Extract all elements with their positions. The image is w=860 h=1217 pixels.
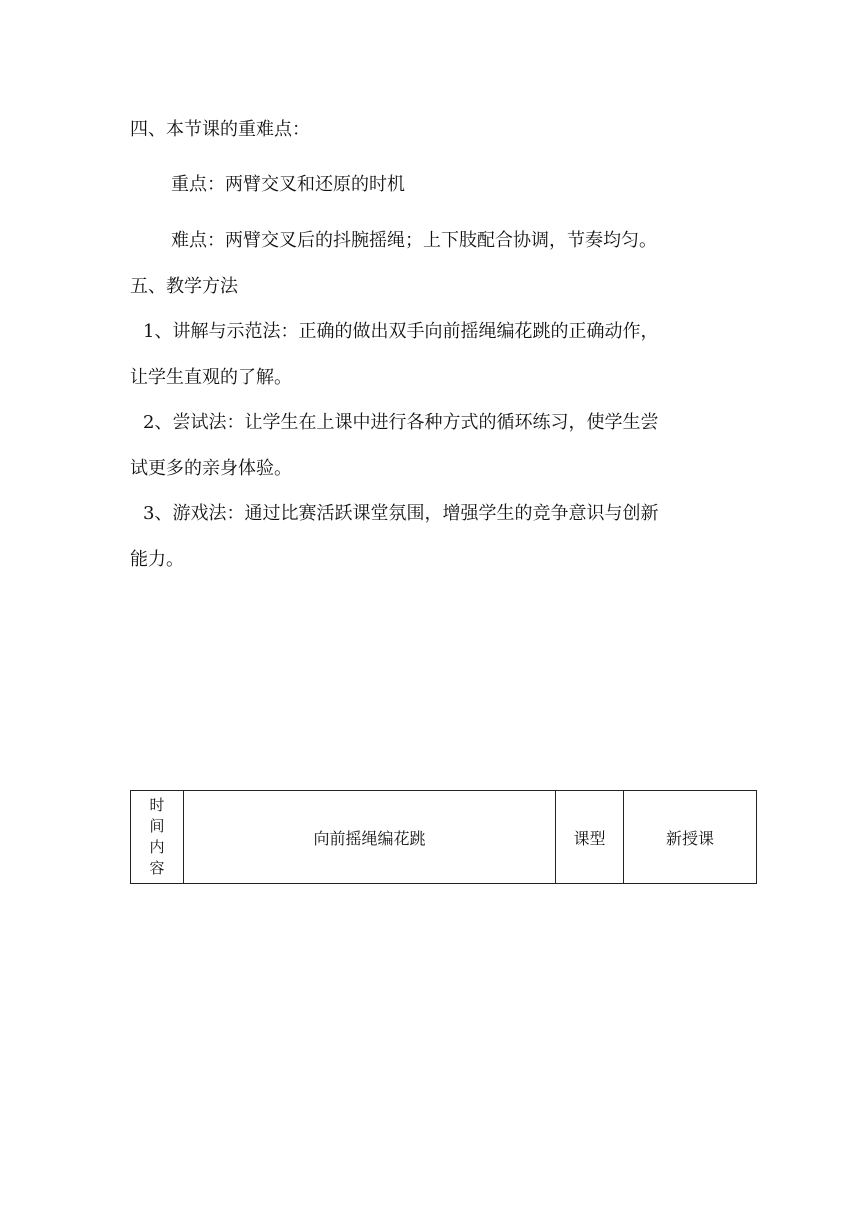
time-content-label-cell [131, 791, 184, 884]
method-3-line1: 3、游戏法：通过比赛活跃课堂氛围，增强学生的竞争意识与创新 [143, 503, 659, 524]
method-1-line1: 1、讲解与示范法：正确的做出双手向前摇绳编花跳的正确动作， [143, 321, 659, 342]
method-2-line1: 2、尝试法：让学生在上课中进行各种方式的循环练习，使学生尝 [143, 412, 659, 433]
method-2-line2: 试更多的亲身体验。 [130, 458, 292, 479]
lesson-type-label-cell: 课型 [556, 791, 624, 884]
lesson-info-table [130, 790, 757, 884]
label-char: 内 [149, 838, 165, 856]
section4-heading: 四、本节课的重难点： [130, 119, 310, 140]
difficult-point-text: 难点：两臂交叉后的抖腕摇绳；上下肢配合协调，节奏均匀。 [171, 230, 657, 251]
lesson-table-row [131, 791, 757, 884]
section5-heading: 五、教学方法 [130, 276, 238, 297]
label-char: 时 [149, 796, 165, 814]
lesson-content-cell: 向前摇绳编花跳 [184, 791, 556, 884]
label-char: 间 [149, 817, 165, 835]
method-1-line2: 让学生直观的了解。 [130, 367, 292, 388]
lesson-table-wrapper [130, 790, 756, 884]
key-point-text: 重点：两臂交叉和还原的时机 [171, 174, 405, 195]
lesson-type-value-cell: 新授课 [624, 791, 757, 884]
label-char: 容 [149, 859, 165, 877]
method-3-line2: 能力。 [130, 549, 184, 570]
